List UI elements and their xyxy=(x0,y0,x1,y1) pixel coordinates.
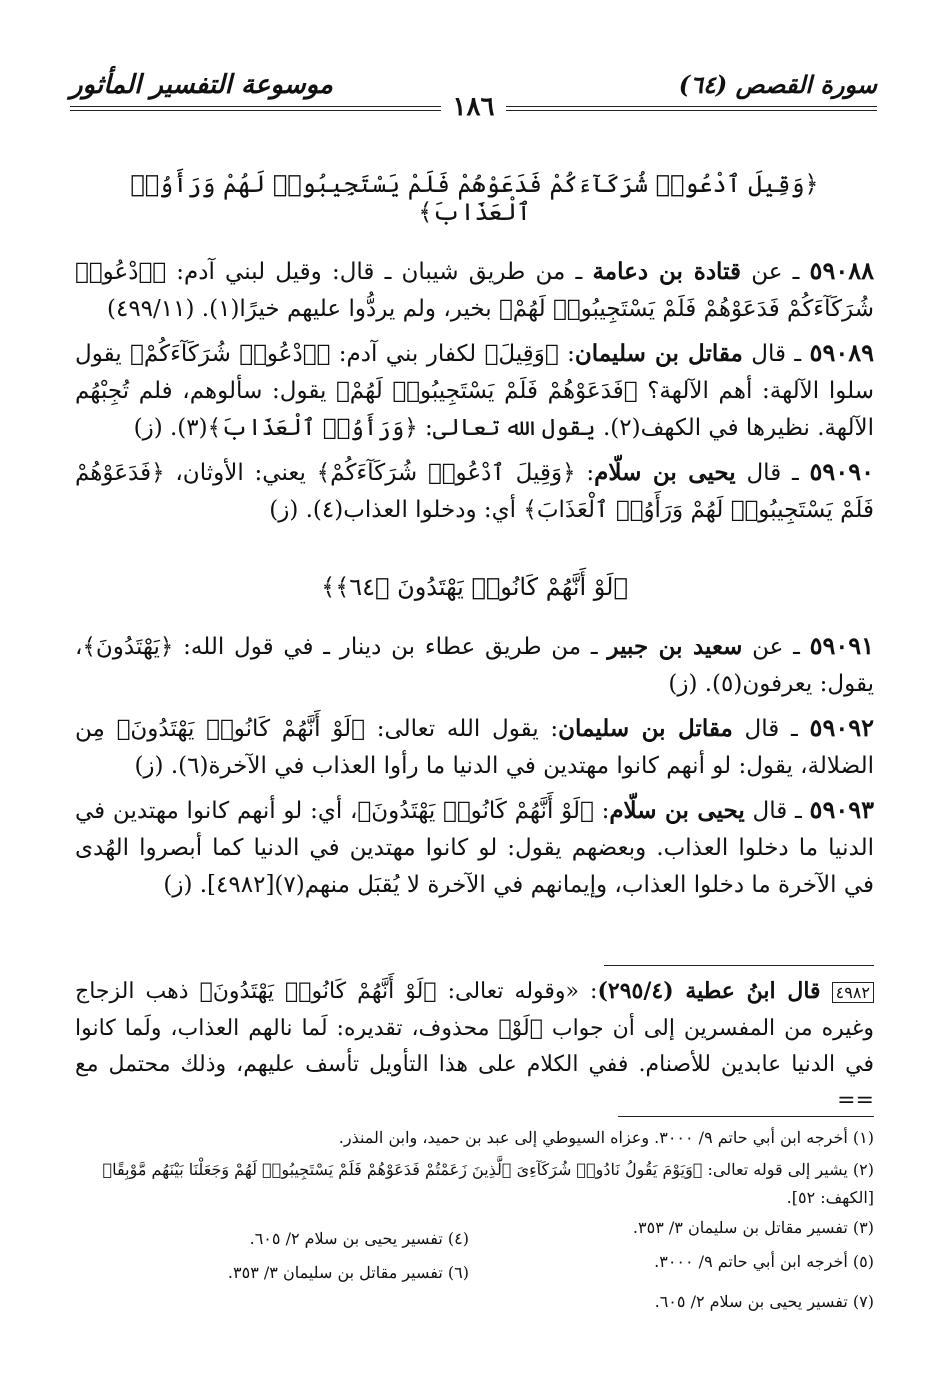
entry xyxy=(75,252,874,328)
footnote-separator xyxy=(618,1116,874,1117)
commentary-author: قال ابنُ عطية (٢٩٥/٤) xyxy=(597,978,821,1004)
footnote-4: (٤) تفسير يحيى بن سلام ٢/ ٦٠٥. xyxy=(249,1229,469,1248)
entry-number: ٥٩٠٩٢ xyxy=(809,713,874,742)
entry xyxy=(75,709,874,785)
footnote-1: (١) أخرجه ابن أبي حاتم ٩/ ٣٠٠٠. وعزاه السيوطي إلى عبد بن حميد، وابن المنذر. xyxy=(338,1128,874,1147)
narrator-name: مقاتل بن سليمان xyxy=(574,340,743,367)
commentary-separator xyxy=(604,965,874,966)
narrator-name: يحيى بن سلّام xyxy=(594,459,736,486)
page-header xyxy=(70,62,877,122)
entry-number: ٥٩٠٩٠ xyxy=(809,457,874,486)
verse-heading: ﴿لَوْ أَنَّهُمْ كَانُوا۟ يَهْتَدُونَ ﴿٦٤﴾﴾ xyxy=(321,573,628,601)
page-number: ١٨٦ xyxy=(441,92,507,122)
narrator-name: سعيد بن جبير xyxy=(607,633,743,660)
entry xyxy=(75,791,874,904)
entry-number: ٥٩٠٩١ xyxy=(809,631,875,660)
entry xyxy=(75,627,874,703)
main-text xyxy=(75,160,874,910)
entry-text: ـ من طريق شيبان ـ قال: وقيل لبني آدم: ﴿ٱدْعُوا۟ شُرَكَآءَكُمْ فَدَعَوْهُمْ فَلَمْ يَسْتَجِيبُوا۟ لَهُمْ﴾ بخير، ولم يردُّوا عليهم خيرًا(١). (٤٩٩/١١) xyxy=(75,259,874,322)
entry-prefix: ـ قال xyxy=(744,798,810,824)
footnote-3: (٣) تفسير مقاتل بن سليمان ٣/ ٣٥٣. xyxy=(632,1218,874,1237)
narrator-name: قتادة بن دعامة xyxy=(592,258,742,285)
entry-text: : ﴿لَوْ أَنَّهُمْ كَانُوا۟ يَهْتَدُونَ﴾، أي: لو أنهم كانوا مهتدين في الدنيا ما دخلوا العذاب. وبعضهم يقول: لو كانوا مهتدين في الدنيا كما أبصروا الهُدى في الآخرة ما دخلوا العذاب، وإيمانهم في الآخرة لا يُقبَل منهم(٧)[٤٩٨٢]. (ز) xyxy=(75,798,874,898)
entry-text: : ﴿وَقِيلَ﴾ لكفار بني آدم: ﴿ٱدْعُوا۟ شُرَكَآءَكُمْ﴾ يقول سلوا الآلهة: أهم الآلهة؟ ﴿فَدَعَوْهُمْ فَلَمْ يَسْتَجِيبُوا۟ لَهُمْ﴾ يقول: سألوهم، فلم تُجِبْهُم الآلهة. نظيرها في الكهف(٢). يقول الله تعالى: ﴿وَرَأَوُا۟ ٱلْعَذَابَ﴾(٣). (ز) xyxy=(75,341,874,441)
entry-prefix: ـ قال xyxy=(735,460,810,486)
entry-prefix: ـ قال xyxy=(732,716,810,742)
commentary-ref: ٤٩٨٢ xyxy=(832,982,874,1003)
commentary-text: : «وقوله تعالى: ﴿لَوْ أَنَّهُمْ كَانُوا۟ يَهْتَدُونَ﴾ ذهب الزجاج وغيره من المفسرين إلى أن جواب ﴿لَوْ﴾ محذوف، تقديره: لَما نالهم العذاب، ولَما كانوا في الدنيا عابدين للأصنام. ففي الكلام على هذا التأويل تأسف عليهم، وذلك محتمل مع == xyxy=(75,979,874,1113)
narrator-name: يحيى بن سلّام xyxy=(609,797,745,824)
surah-title: سورة القصص (٦٤) xyxy=(678,70,877,99)
entry-text: : ﴿وَقِيلَ ٱدْعُوا۟ شُرَكَآءَكُمْ﴾ يعني: الأوثان، ﴿فَدَعَوْهُمْ فَلَمْ يَسْتَجِيبُوا۟ لَهُمْ وَرَأَوُا۟ ٱلْعَذَابَ﴾ أي: ودخلوا العذاب(٤). (ز) xyxy=(75,460,874,523)
footnote-2: (٢) يشير إلى قوله تعالى: ﴿وَيَوْمَ يَقُولُ نَادُوا۟ شُرَكَآءِىَ ٱلَّذِينَ زَعَمْتُمْ فَدَعَوْهُمْ فَلَمْ يَسْتَجِيبُوا۟ لَهُمْ وَجَعَلْنَا بَيْنَهُم مَّوْبِقًا﴾ xyxy=(102,1160,874,1179)
entry-prefix: ـ عن xyxy=(742,634,810,660)
spacer xyxy=(75,535,874,563)
footnote-5: (٥) أخرجه ابن أبي حاتم ٩/ ٣٠٠٠. xyxy=(654,1252,874,1271)
entry-number: ٥٩٠٨٨ xyxy=(809,256,874,285)
entry-prefix: ـ قال xyxy=(742,341,810,367)
entry xyxy=(75,334,874,447)
entry-number: ٥٩٠٨٩ xyxy=(809,338,874,367)
verse-heading: ﴿وَقِيلَ ٱدْعُوا۟ شُرَكَآءَكُمْ فَدَعَوْهُمْ فَلَمْ يَسْتَجِيبُوا۟ لَهُمْ وَرَأَوُا۟ ٱلْعَذَابَ﴾ xyxy=(130,170,819,226)
footnote-7: (٧) تفسير يحيى بن سلام ٢/ ٦٠٥. xyxy=(654,1292,874,1311)
footnote-2-cont: [الكهف: ٥٢]. xyxy=(786,1188,874,1207)
narrator-name: مقاتل بن سليمان xyxy=(558,715,733,742)
entry-number: ٥٩٠٩٣ xyxy=(809,795,874,824)
entry xyxy=(75,453,874,529)
entry-text: ـ من طريق عطاء بن دينار ـ في قول الله: ﴿يَهْتَدُونَ﴾، يقول: يعرفون(٥). (ز) xyxy=(75,634,874,697)
footnote-6: (٦) تفسير مقاتل بن سليمان ٣/ ٣٥٣. xyxy=(227,1263,469,1282)
book-title: موسوعة التفسير المأثور xyxy=(70,70,333,100)
entry-prefix: ـ عن xyxy=(741,259,810,285)
commentary-note xyxy=(75,973,874,1119)
entry-text: : يقول الله تعالى: ﴿لَوْ أَنَّهُمْ كَانُوا۟ يَهْتَدُونَ﴾ مِن الضلالة، يقول: لو أنهم كانوا مهتدين في الدنيا ما رأوا العذاب في الآخرة(٦). (ز) xyxy=(75,716,874,779)
